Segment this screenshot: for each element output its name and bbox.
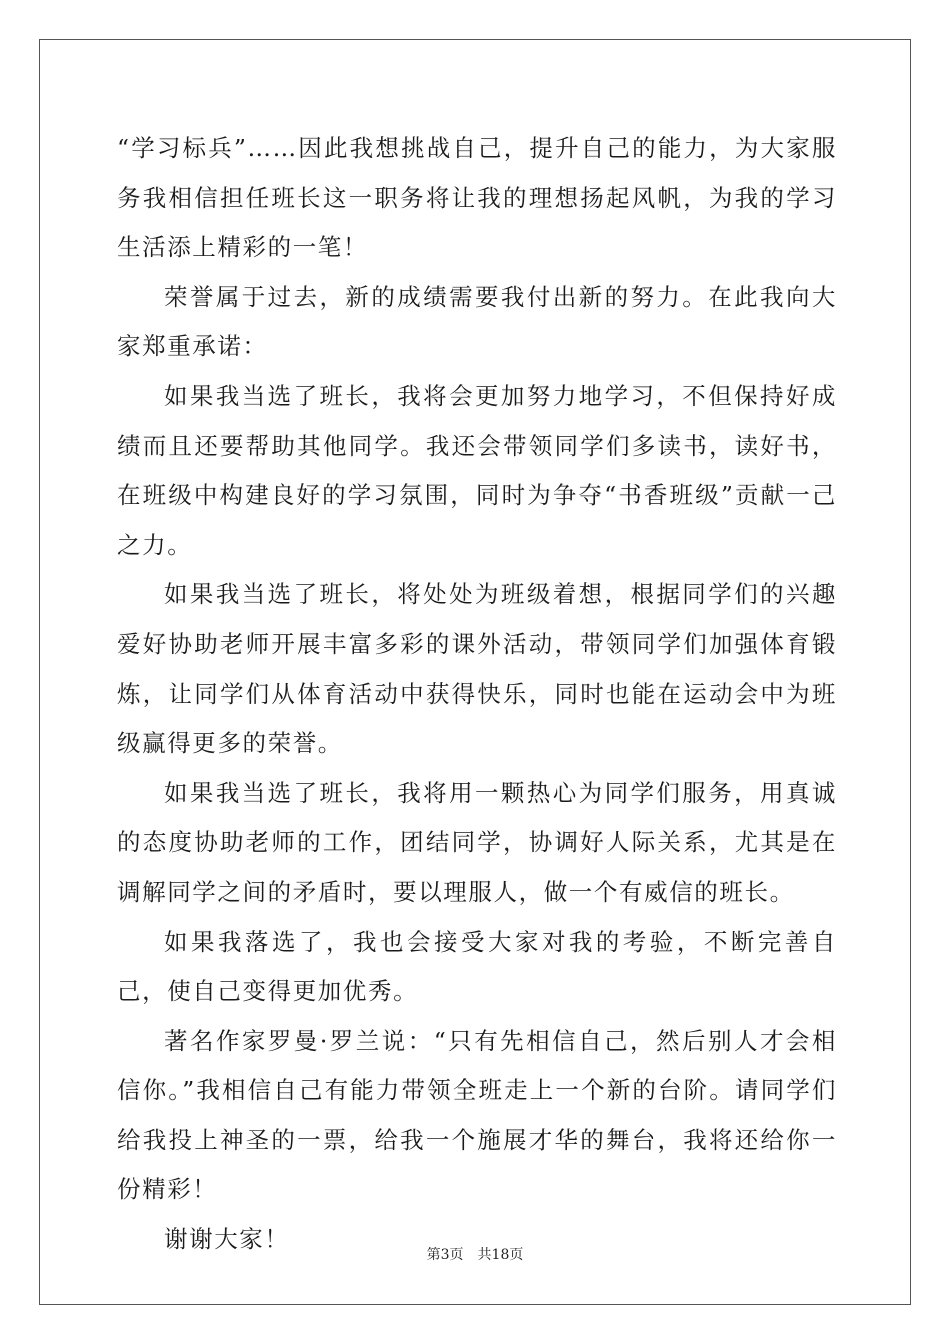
page-number: 第3页 — [426, 1247, 464, 1263]
document-body — [117, 124, 837, 1265]
paragraph: 谢谢大家！ — [164, 1225, 290, 1254]
page-footer — [0, 1244, 950, 1264]
paragraph: 著名作家罗曼·罗兰说：“只有先相信自己，然后别人才会相信你。”我相信自己有能力带领全班走上一个新的台阶。请同学们给我投上神圣的一票，给我一个施展才华的舞台，我将还给你一份精彩！ — [117, 1026, 837, 1204]
page-total: 共18页 — [477, 1247, 524, 1263]
paragraph: 如果我当选了班长，我将用一颗热心为同学们服务，用真诚的态度协助老师的工作，团结同学，协调好人际关系，尤其是在调解同学之间的矛盾时，要以理服人，做一个有威信的班长。 — [117, 778, 837, 906]
paragraph: 荣誉属于过去，新的成绩需要我付出新的努力。在此我向大家郑重承诺： — [117, 282, 837, 361]
paragraph: 如果我当选了班长，我将会更加努力地学习，不但保持好成绩而且还要帮助其他同学。我还会带领同学们多读书，读好书，在班级中构建良好的学习氛围，同时为争夺“书香班级”贡献一己之力。 — [117, 381, 837, 559]
paragraph: “学习标兵”……因此我想挑战自己，提升自己的能力，为大家服务我相信担任班长这一职务将让我的理想扬起风帆，为我的学习生活添上精彩的一笔！ — [117, 134, 837, 262]
paragraph: 如果我当选了班长，将处处为班级着想，根据同学们的兴趣爱好协助老师开展丰富多彩的课外活动，带领同学们加强体育锻炼，让同学们从体育活动中获得快乐，同时也能在运动会中为班级赢得更多的荣誉。 — [117, 580, 837, 758]
paragraph: 如果我落选了，我也会接受大家对我的考验，不断完善自己，使自己变得更加优秀。 — [117, 927, 837, 1006]
